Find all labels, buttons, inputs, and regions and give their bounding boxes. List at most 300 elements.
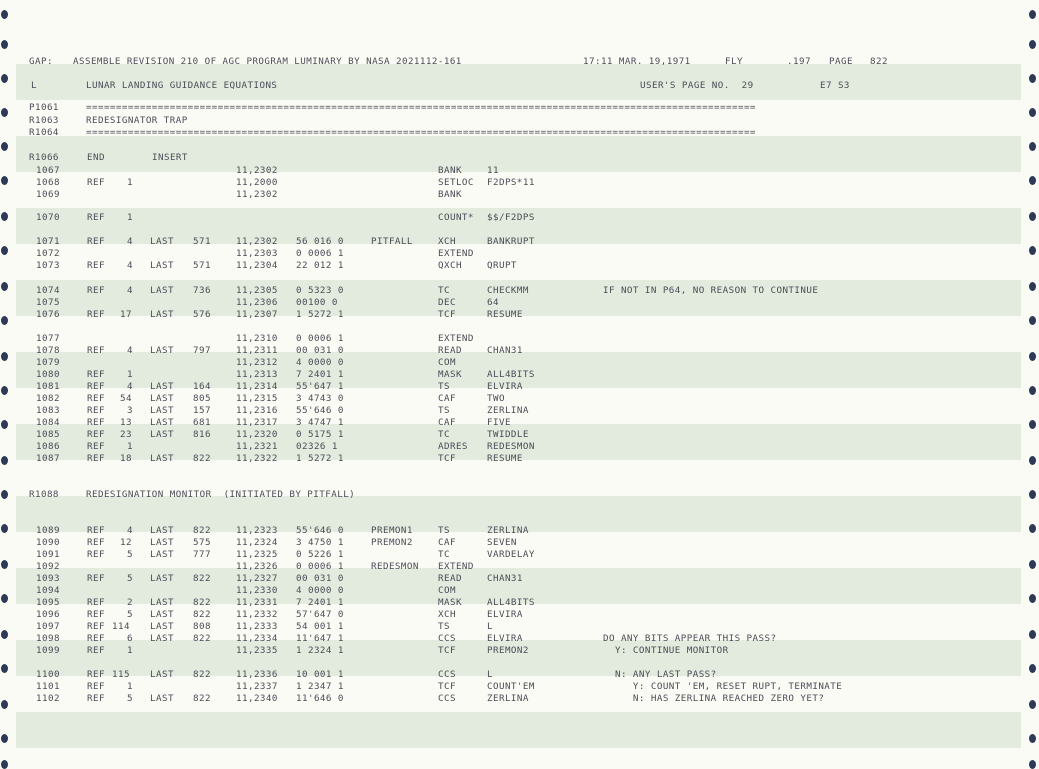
comment: Y: COUNT 'EM, RESET RUPT, TERMINATE	[603, 681, 843, 692]
octal-word: 1 5272 1	[296, 453, 344, 464]
ref-count: 2	[127, 597, 133, 608]
symbol-label: PREMON2	[371, 537, 413, 548]
opcode: TCF	[438, 681, 456, 692]
opcode: READ	[438, 345, 462, 356]
address: 11,2333	[236, 621, 278, 632]
operand: ALL4BITS	[487, 369, 535, 380]
last-page: 797	[193, 345, 211, 356]
octal-word: 00100 0	[296, 297, 338, 308]
octal-word: 56 016 0	[296, 236, 344, 247]
address: 11,2323	[236, 525, 278, 536]
last-field: LAST	[150, 345, 174, 356]
octal-word: 1 2324 1	[296, 645, 344, 656]
operand: ELVIRA	[487, 633, 523, 644]
banner-title: REDESIGNATOR TRAP	[86, 115, 188, 126]
operand: RESUME	[487, 309, 523, 320]
ref-count: 12	[120, 537, 132, 548]
operand: F2DPS*11	[487, 177, 535, 188]
operand: REDESMON	[487, 441, 535, 452]
banner-line	[0, 127, 1039, 139]
octal-word: 7 2401 1	[296, 597, 344, 608]
line-number: 1081	[36, 381, 60, 392]
banner-rule: ================================================================================================================	[86, 127, 756, 138]
fly-label: FLY	[725, 56, 743, 67]
last-page: 822	[193, 669, 211, 680]
line-number: 1080	[36, 369, 60, 380]
listing-header	[0, 56, 1039, 68]
last-field: LAST	[150, 621, 174, 632]
symbol-label: PREMON1	[371, 525, 413, 536]
line-number: 1091	[36, 549, 60, 560]
opcode: TCF	[438, 645, 456, 656]
ref-field: REF	[87, 669, 105, 680]
address: 11,2317	[236, 417, 278, 428]
timestamp: 17:11 MAR. 19,1971	[583, 56, 691, 67]
listing-row	[0, 633, 1039, 645]
operand: ELVIRA	[487, 609, 523, 620]
ref-count: 1	[127, 441, 133, 452]
gap-label: GAP:	[29, 56, 53, 67]
address: 11,2335	[236, 645, 278, 656]
operand: FIVE	[487, 417, 511, 428]
opcode: TCF	[438, 453, 456, 464]
line-number: 1092	[36, 561, 60, 572]
opcode: COUNT*	[438, 212, 474, 223]
last-field: LAST	[150, 260, 174, 271]
ref-count: 13	[120, 417, 132, 428]
opcode: BANK	[438, 165, 462, 176]
operand: $$/F2DPS	[487, 212, 535, 223]
last-field: LAST	[150, 537, 174, 548]
opcode: TC	[438, 285, 450, 296]
ref-count: 5	[127, 573, 133, 584]
page-label: PAGE	[829, 56, 853, 67]
address: 11,2315	[236, 393, 278, 404]
opcode: COM	[438, 357, 456, 368]
comment: IF NOT IN P64, NO REASON TO CONTINUE	[603, 285, 819, 296]
ref-field: REF	[87, 681, 105, 692]
octal-word: 55'647 1	[296, 381, 344, 392]
operand: ZERLINA	[487, 525, 529, 536]
opcode: TC	[438, 549, 450, 560]
listing-row	[0, 357, 1039, 369]
last-field: LAST	[150, 609, 174, 620]
line-number: 1083	[36, 405, 60, 416]
listing-row	[0, 489, 1039, 501]
ref-field: REF	[87, 537, 105, 548]
octal-word: 55'646 0	[296, 525, 344, 536]
line-number: 1077	[36, 333, 60, 344]
last-page: 164	[193, 381, 211, 392]
listing-row	[0, 297, 1039, 309]
opcode: MASK	[438, 597, 462, 608]
feed-hole	[1029, 142, 1036, 151]
octal-word: 3 4747 1	[296, 417, 344, 428]
last-page: 805	[193, 393, 211, 404]
operand: CHAN31	[487, 573, 523, 584]
address: 11,2324	[236, 537, 278, 548]
octal-word: 1 2347 1	[296, 681, 344, 692]
octal-word: 02326 1	[296, 441, 338, 452]
line-number: 1074	[36, 285, 60, 296]
line-number: 1084	[36, 417, 60, 428]
ref-field: REF	[87, 417, 105, 428]
line-number: 1096	[36, 609, 60, 620]
line-number: 1087	[36, 453, 60, 464]
address: 11,2322	[236, 453, 278, 464]
octal-word: 55'646 0	[296, 405, 344, 416]
ref-count: 115	[112, 669, 130, 680]
line-number: 1075	[36, 297, 60, 308]
listing-row	[0, 429, 1039, 441]
octal-word: 0 5175 1	[296, 429, 344, 440]
listing-row	[0, 345, 1039, 357]
ref-count: 1	[127, 177, 133, 188]
comment: Y: CONTINUE MONITOR	[603, 645, 729, 656]
operand: ZERLINA	[487, 693, 529, 704]
listing-row	[0, 693, 1039, 705]
last-page: 816	[193, 429, 211, 440]
line-number: R1088	[29, 489, 59, 500]
ref-field: REF	[87, 369, 105, 380]
last-field: LAST	[150, 597, 174, 608]
ref-field: REF	[87, 260, 105, 271]
line-number: 1071	[36, 236, 60, 247]
last-field: LAST	[150, 693, 174, 704]
opcode: XCH	[438, 609, 456, 620]
listing-row	[0, 453, 1039, 465]
octal-word: 0 0006 1	[296, 248, 344, 259]
octal-word: 0 0006 1	[296, 333, 344, 344]
ref-field: REF	[87, 525, 105, 536]
operand: TWIDDLE	[487, 429, 529, 440]
last-page: 681	[193, 417, 211, 428]
ref-count: 1	[127, 681, 133, 692]
ref-field: REF	[87, 429, 105, 440]
last-page: 808	[193, 621, 211, 632]
section-title: LUNAR LANDING GUIDANCE EQUATIONS	[86, 80, 278, 91]
line-number: 1094	[36, 585, 60, 596]
page-number: 822	[870, 56, 888, 67]
ref-field: END	[87, 152, 105, 163]
listing-row	[0, 152, 1039, 164]
ref-field: REF	[87, 212, 105, 223]
line-number: 1098	[36, 633, 60, 644]
feed-hole	[1, 10, 8, 19]
operand: L	[487, 621, 493, 632]
ref-count: 114	[112, 621, 130, 632]
symbol-label: PITFALL	[371, 236, 413, 247]
ref-field: REF	[87, 309, 105, 320]
ref-field: REF	[87, 597, 105, 608]
octal-word: 4 0000 0	[296, 585, 344, 596]
line-number: 1082	[36, 393, 60, 404]
page-code: E7 S3	[820, 80, 850, 91]
address: 11,2310	[236, 333, 278, 344]
last-field: LAST	[150, 236, 174, 247]
operand: 11	[487, 165, 499, 176]
listing-row	[0, 573, 1039, 585]
ref-count: 1	[127, 212, 133, 223]
paper-band	[16, 712, 1021, 748]
octal-word: 0 5323 0	[296, 285, 344, 296]
address: 11,2307	[236, 309, 278, 320]
line-number: 1102	[36, 693, 60, 704]
feed-hole	[1029, 10, 1036, 19]
line-number: 1101	[36, 681, 60, 692]
address: 11,2326	[236, 561, 278, 572]
octal-word: 10 001 1	[296, 669, 344, 680]
ref-count: 4	[127, 345, 133, 356]
comment: DO ANY BITS APPEAR THIS PASS?	[603, 633, 777, 644]
last-page: 571	[193, 236, 211, 247]
listing-row	[0, 621, 1039, 633]
line-number: 1070	[36, 212, 60, 223]
octal-word: 4 0000 0	[296, 357, 344, 368]
ref-field: REF	[87, 345, 105, 356]
listing-row	[0, 165, 1039, 177]
ref-field: REF	[87, 285, 105, 296]
address: 11,2320	[236, 429, 278, 440]
address: 11,2332	[236, 609, 278, 620]
last-page: 576	[193, 309, 211, 320]
last-field: LAST	[150, 381, 174, 392]
feed-hole	[1, 40, 8, 49]
ref-field: REF	[87, 621, 105, 632]
ref-count: 3	[127, 405, 133, 416]
operand: VARDELAY	[487, 549, 535, 560]
address: 11,2302	[236, 189, 278, 200]
operand: L	[487, 669, 493, 680]
octal-word: 00 031 0	[296, 345, 344, 356]
listing-row	[0, 669, 1039, 681]
ref-field: REF	[87, 693, 105, 704]
opcode: EXTEND	[438, 333, 474, 344]
last-field: LAST	[150, 309, 174, 320]
listing-row	[0, 177, 1039, 189]
listing-row	[0, 369, 1039, 381]
comment: N: HAS ZERLINA REACHED ZERO YET?	[603, 693, 825, 704]
octal-word: 54 001 1	[296, 621, 344, 632]
listing-row	[0, 549, 1039, 561]
ref-field: REF	[87, 573, 105, 584]
ref-field: REF	[87, 381, 105, 392]
listing-row	[0, 381, 1039, 393]
last-page: 822	[193, 597, 211, 608]
banner-linenum: R1063	[29, 115, 59, 126]
line-number: 1076	[36, 309, 60, 320]
listing-row	[0, 537, 1039, 549]
l-mark: L	[31, 80, 37, 91]
opcode: CCS	[438, 669, 456, 680]
users-page: USER'S PAGE NO. 29	[640, 80, 754, 91]
fly-number: .197	[787, 56, 811, 67]
opcode: BANK	[438, 189, 462, 200]
address: 11,2302	[236, 236, 278, 247]
address: 11,2305	[236, 285, 278, 296]
address: 11,2311	[236, 345, 278, 356]
ref-field: REF	[87, 609, 105, 620]
opcode: XCH	[438, 236, 456, 247]
operand: COUNT'EM	[487, 681, 535, 692]
feed-hole	[1029, 734, 1036, 743]
listing-row	[0, 248, 1039, 260]
line-number: 1073	[36, 260, 60, 271]
symbol-label: REDESMON	[371, 561, 419, 572]
opcode: ADRES	[438, 441, 468, 452]
opcode: CCS	[438, 693, 456, 704]
address: 11,2312	[236, 357, 278, 368]
address: 11,2336	[236, 669, 278, 680]
ref-count: 6	[127, 633, 133, 644]
last-page: 777	[193, 549, 211, 560]
ref-field: REF	[87, 453, 105, 464]
opcode: EXTEND	[438, 561, 474, 572]
operand: RESUME	[487, 453, 523, 464]
line-number: 1068	[36, 177, 60, 188]
last-field: LAST	[150, 573, 174, 584]
octal-word: 3 4750 1	[296, 537, 344, 548]
ref-field: REF	[87, 393, 105, 404]
ref-count: 4	[127, 381, 133, 392]
octal-word: 0 0006 1	[296, 561, 344, 572]
last-page: 736	[193, 285, 211, 296]
address: 11,2303	[236, 248, 278, 259]
octal-word: 22 012 1	[296, 260, 344, 271]
line-number: 1085	[36, 429, 60, 440]
operand: SEVEN	[487, 537, 517, 548]
ref-count: 23	[120, 429, 132, 440]
octal-word: 1 5272 1	[296, 309, 344, 320]
opcode: TCF	[438, 309, 456, 320]
ref-field: REF	[87, 405, 105, 416]
line-number: 1067	[36, 165, 60, 176]
listing-row	[0, 189, 1039, 201]
opcode: CAF	[438, 537, 456, 548]
ref-field: REF	[87, 645, 105, 656]
line-number: 1100	[36, 669, 60, 680]
address: 11,2330	[236, 585, 278, 596]
banner-linenum: R1064	[29, 127, 59, 138]
listing-row	[0, 417, 1039, 429]
listing-row	[0, 285, 1039, 297]
feed-hole	[1029, 40, 1036, 49]
banner-line	[0, 115, 1039, 127]
comment: N: ANY LAST PASS?	[603, 669, 717, 680]
octal-word: 11'646 0	[296, 693, 344, 704]
listing-subheader	[0, 80, 1039, 92]
last-page: 822	[193, 525, 211, 536]
opcode: READ	[438, 573, 462, 584]
address: 11,2334	[236, 633, 278, 644]
listing-row	[0, 597, 1039, 609]
address: 11,2304	[236, 260, 278, 271]
ref-count: 18	[120, 453, 132, 464]
address: 11,2306	[236, 297, 278, 308]
operand: ALL4BITS	[487, 597, 535, 608]
address: 11,2340	[236, 693, 278, 704]
ref-count: 5	[127, 693, 133, 704]
address: 11,2337	[236, 681, 278, 692]
ref-field: REF	[87, 177, 105, 188]
octal-word: 57'647 0	[296, 609, 344, 620]
operand: PREMON2	[487, 645, 529, 656]
ref-field: REF	[87, 236, 105, 247]
insert-label: INSERT	[152, 152, 188, 163]
listing-row	[0, 309, 1039, 321]
banner-line	[0, 102, 1039, 114]
listing-row	[0, 441, 1039, 453]
ref-field: REF	[87, 549, 105, 560]
line-number: 1093	[36, 573, 60, 584]
last-field: LAST	[150, 633, 174, 644]
last-field: LAST	[150, 417, 174, 428]
listing-row	[0, 393, 1039, 405]
banner-linenum: P1061	[29, 102, 59, 113]
listing-row	[0, 260, 1039, 272]
opcode: TS	[438, 525, 450, 536]
listing-row	[0, 333, 1039, 345]
address: 11,2316	[236, 405, 278, 416]
opcode: TS	[438, 621, 450, 632]
last-page: 822	[193, 453, 211, 464]
line-number: 1086	[36, 441, 60, 452]
operand: CHECKMM	[487, 285, 529, 296]
opcode: CAF	[438, 417, 456, 428]
last-page: 822	[193, 609, 211, 620]
ref-field: REDESIGNATION MONITOR (INITIATED BY PITFALL)	[86, 489, 356, 500]
ref-count: 5	[127, 609, 133, 620]
address: 11,2327	[236, 573, 278, 584]
last-page: 822	[193, 633, 211, 644]
operand: BANKRUPT	[487, 236, 535, 247]
line-number: 1072	[36, 248, 60, 259]
operand: 64	[487, 297, 499, 308]
opcode: CCS	[438, 633, 456, 644]
ref-count: 4	[127, 260, 133, 271]
listing-row	[0, 405, 1039, 417]
ref-field: REF	[87, 633, 105, 644]
listing-row	[0, 236, 1039, 248]
last-page: 575	[193, 537, 211, 548]
last-field: LAST	[150, 393, 174, 404]
octal-word: 00 031 0	[296, 573, 344, 584]
listing-row	[0, 525, 1039, 537]
last-page: 571	[193, 260, 211, 271]
last-field: LAST	[150, 453, 174, 464]
listing-row	[0, 212, 1039, 224]
octal-word: 7 2401 1	[296, 369, 344, 380]
last-field: LAST	[150, 525, 174, 536]
line-number: R1066	[29, 152, 59, 163]
address: 11,2314	[236, 381, 278, 392]
opcode: CAF	[438, 393, 456, 404]
line-number: 1099	[36, 645, 60, 656]
ref-count: 17	[120, 309, 132, 320]
assemble-line: ASSEMBLE REVISION 210 OF AGC PROGRAM LUMINARY BY NASA 2021112-161	[73, 56, 462, 67]
opcode: EXTEND	[438, 248, 474, 259]
last-page: 157	[193, 405, 211, 416]
opcode: SETLOC	[438, 177, 474, 188]
last-field: LAST	[150, 549, 174, 560]
banner-rule: ================================================================================================================	[86, 102, 756, 113]
line-number: 1097	[36, 621, 60, 632]
octal-word: 11'647 1	[296, 633, 344, 644]
last-page: 822	[193, 573, 211, 584]
opcode: QXCH	[438, 260, 462, 271]
line-number: 1090	[36, 537, 60, 548]
listing-row	[0, 585, 1039, 597]
